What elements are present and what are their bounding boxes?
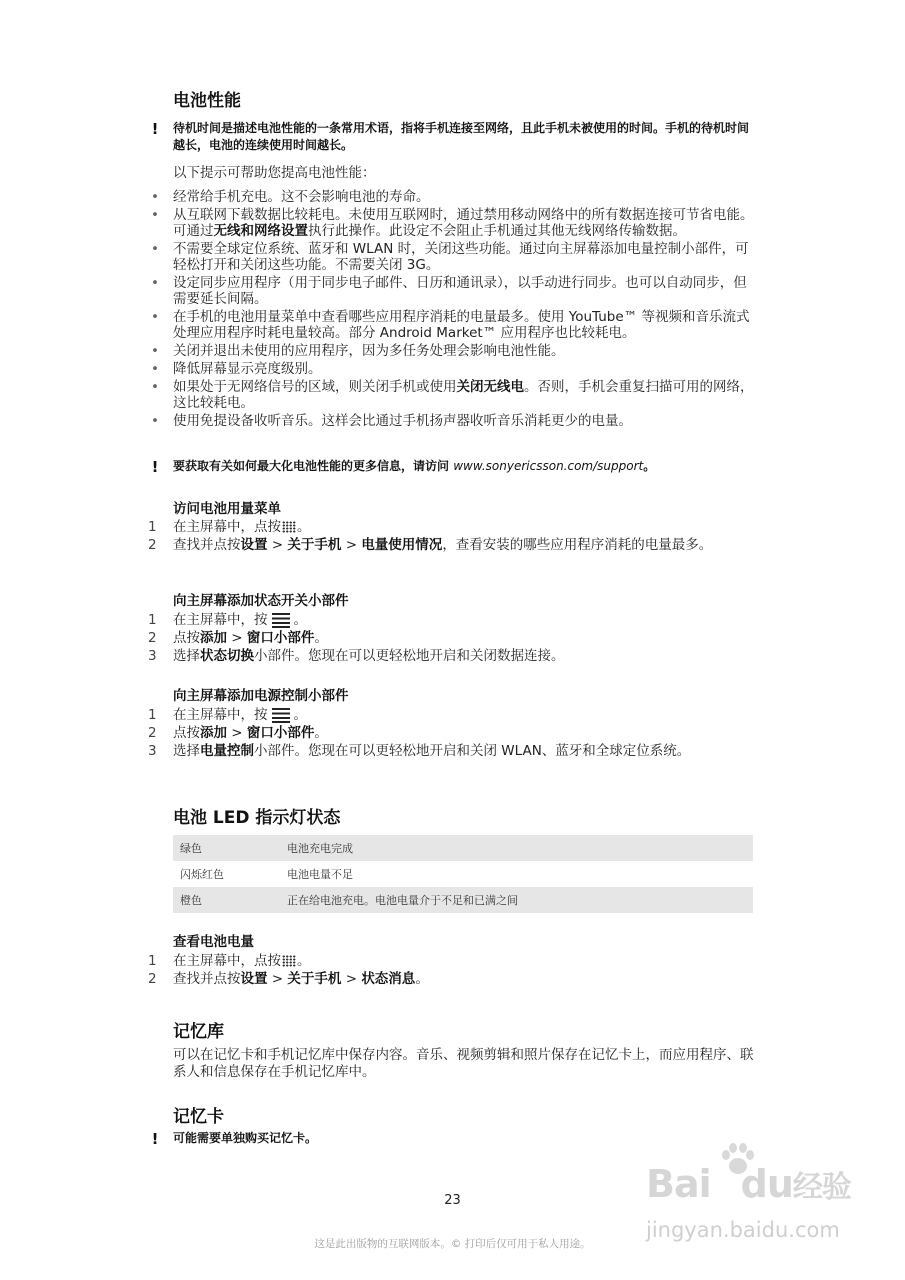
- list-item: • 在手机的电池用量菜单中查看哪些应用程序消耗的电量最多。使用 YouTube™ 等视频和音乐流式处理应用程序时耗电量较高。部分 Android Market™ 应用程序也比较耗电。: [151, 309, 750, 341]
- table-row: 绿色 电池充电完成: [173, 835, 753, 861]
- watermark-brand: Bai du经验: [646, 1162, 851, 1206]
- exclamation-icon: !: [151, 120, 159, 138]
- app-grid-icon: [282, 521, 296, 533]
- check-level-heading: 查看电池电量: [173, 934, 254, 950]
- list-item: 2 点按添加 > 窗口小部件。: [148, 630, 328, 646]
- standby-note: [148, 120, 760, 156]
- exclamation-icon: !: [151, 1130, 159, 1148]
- status-widget-heading: 向主屏幕添加状态开关小部件: [173, 593, 349, 609]
- list-item: • 关闭并退出未使用的应用程序，因为多任务处理会影响电池性能。: [151, 343, 565, 359]
- power-widget-steps: [148, 707, 760, 761]
- list-item: 2 点按添加 > 窗口小部件。: [148, 725, 328, 741]
- list-item: • 从互联网下载数据比较耗电。未使用互联网时，通过禁用移动网络中的所有数据连接可节省电能。可通过无线和网络设置执行此操作。此设定不会阻止手机通过其他无线网络传输数据。: [151, 207, 754, 239]
- list-item: 1 在主屏幕中，点按 。: [148, 519, 311, 535]
- support-note-text: 要获取有关如何最大化电池性能的更多信息，请访问 www.sonyericsson.com/support。: [173, 459, 656, 473]
- led-status-table: [173, 835, 753, 913]
- table-row: 橙色 正在给电池充电。电池电量介于不足和已满之间: [173, 887, 753, 913]
- list-item: • 设定同步应用程序（用于同步电子邮件、日历和通讯录），以手动进行同步。也可以自动同步，但需要延长间隔。: [151, 275, 747, 307]
- list-item: • 不需要全球定位系统、蓝牙和 WLAN 时，关闭这些功能。通过向主屏幕添加电量控制小部件，可轻松打开和关闭这些功能。不需要关闭 3G。: [151, 241, 749, 273]
- list-item: 2 查找并点按设置 > 关于手机 > 电量使用情况，查看安装的哪些应用程序消耗的电量最多。: [148, 537, 713, 553]
- battery-performance-heading: 电池性能: [173, 91, 241, 111]
- usage-menu-heading: 访问电池用量菜单: [173, 501, 281, 517]
- menu-icon: [270, 707, 292, 723]
- exclamation-icon: !: [151, 458, 159, 476]
- list-item: • 如果处于无网络信号的区域，则关闭手机或使用关闭无线电。否则，手机会重复扫描可用的网络，这比较耗电。: [151, 379, 754, 411]
- app-grid-icon: [282, 955, 296, 967]
- watermark-url: jingyan.baidu.com: [646, 1218, 840, 1242]
- support-link[interactable]: www.sonyericsson.com/support: [453, 459, 644, 473]
- memory-card-heading: 记忆卡: [173, 1107, 224, 1127]
- battery-tips-list: [148, 189, 760, 431]
- list-item: 2 查找并点按设置 > 关于手机 > 状态消息。: [148, 971, 429, 987]
- menu-icon: [270, 612, 292, 628]
- list-item: 3 选择电量控制小部件。您现在可以更轻松地开启和关闭 WLAN、蓝牙和全球定位系统。: [148, 743, 691, 759]
- page-number: 23: [444, 1193, 461, 1208]
- check-level-steps: [148, 953, 760, 989]
- support-note: [148, 458, 760, 478]
- memory-card-note-text: 可能需要单独购买记忆卡。: [173, 1131, 318, 1145]
- memory-body: 可以在记忆卡和手机记忆库中保存内容。音乐、视频剪辑和照片保存在记忆卡上，而应用程序、联系人和信息保存在手机记忆库中。: [173, 1047, 754, 1080]
- standby-note-text: 待机时间是描述电池性能的一条常用术语，指将手机连接至网络，且此手机未被使用的时间。手机的待机时间越长，电池的连续使用时间越长。: [173, 121, 750, 152]
- usage-menu-steps: [148, 519, 760, 555]
- list-item: 3 选择状态切换小部件。您现在可以更轻松地开启和关闭数据连接。: [148, 648, 565, 664]
- list-item: • 降低屏幕显示亮度级别。: [151, 361, 322, 377]
- memory-heading: 记忆库: [173, 1022, 224, 1042]
- list-item: 1 在主屏幕中，点按 。: [148, 953, 311, 969]
- radio-off-ref: 关闭无线电: [456, 379, 524, 395]
- list-item: • 使用免提设备收听音乐。这样会比通过手机扬声器收听音乐消耗更少的电量。: [151, 413, 632, 429]
- list-item: 1 在主屏幕中，按 。: [148, 707, 307, 723]
- list-item: 1 在主屏幕中，按 。: [148, 612, 307, 628]
- table-row: 闪烁红色 电池电量不足: [180, 868, 353, 881]
- led-heading: 电池 LED 指示灯状态: [173, 808, 341, 828]
- page-footer: 这是此出版物的互联网版本。© 打印后仅可用于私人用途。: [314, 1238, 591, 1250]
- wireless-settings-ref: 无线和网络设置: [213, 223, 308, 239]
- list-item: • 经常给手机充电。这不会影响电池的寿命。: [151, 189, 430, 205]
- tips-intro: 以下提示可帮助您提高电池性能：: [173, 165, 376, 181]
- power-widget-heading: 向主屏幕添加电源控制小部件: [173, 688, 349, 704]
- status-widget-steps: [148, 612, 760, 666]
